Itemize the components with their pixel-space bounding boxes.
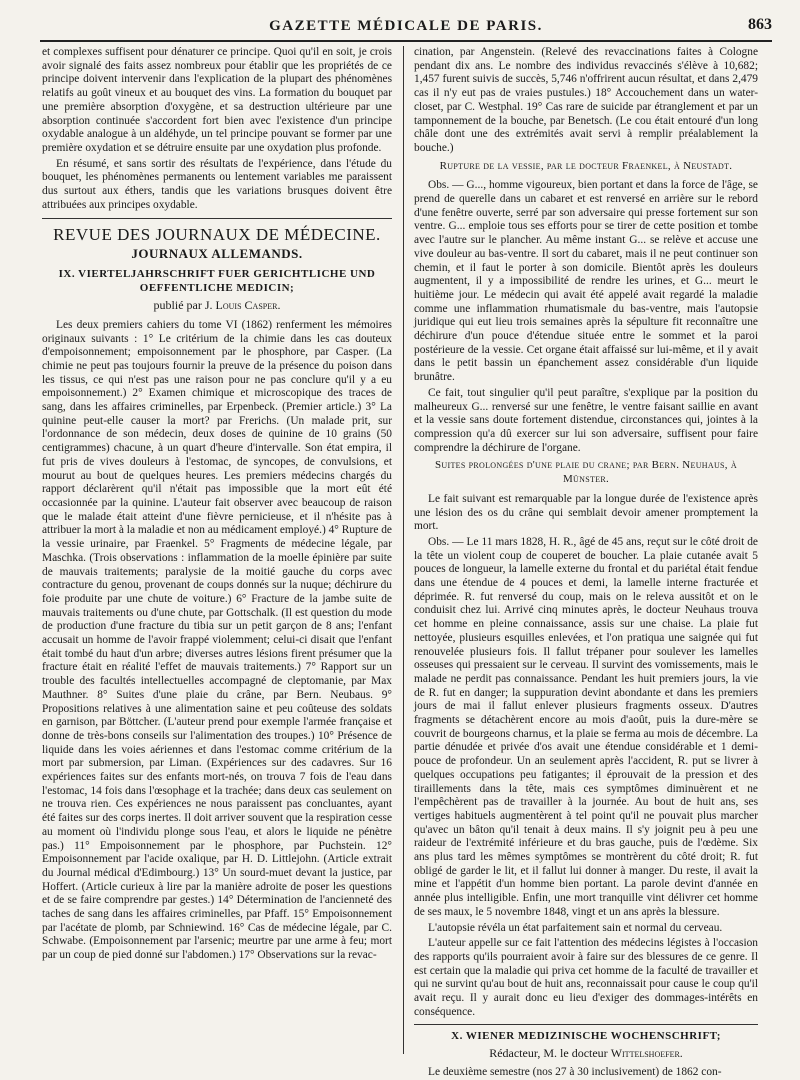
case1-paragraph-2: Ce fait, tout singulier qu'il peut paraître, s'explique par la position du malheureux G... renversé sur une fenêtre, le ventre faisant saillie en avant et la vessie sans doute fortement distendue, circonstances qui, jointes à la compression qu'a dû exercer sur lui son adversaire, suffisent pour faire comprendre la déchirure de l'organe. [414, 386, 758, 454]
section-subtitle: JOURNAUX ALLEMANDS. [131, 246, 303, 262]
case-title-bladder: Rupture de la vessie, par le docteur Fraenkel, à Neustadt. [439, 159, 733, 172]
journal2-rule [414, 1024, 758, 1025]
section-rule [42, 218, 392, 219]
intro-paragraph-2: En résumé, et sans sortir des résultats de l'expérience, dans l'étude du bouquet, les phénomènes permanents ou lentement variables me paraissent dus surtout aux éthers, tandis que les variations brusques doivent être attribuées aux principes oxydable. [42, 157, 392, 211]
editor2-name: Wittelshoefer. [610, 1045, 683, 1060]
right-column [414, 46, 758, 1079]
case1-paragraph-1: Obs. — G..., homme vigoureux, bien portant et dans la force de l'âge, se prend de querelle dans un cabaret et est renversé en arrière sur le rebord d'une fenêtre ouverte, serré par son adversaire qui presse fortement sur son ventre. G... emploie tous ses efforts pour se tirer de cette position et tombe avec l'autre sur le plancher. Au même instant G... se relève et accuse une vive douleur au bas-ventre. Il sort du cabaret, mais il ne peut continuer son chemin, et il faut le porter à son domicile. Bientôt après les douleurs augmentent, il y a impossibilité de rendre les urines, et G... meurt le huitième jour. Le médecin qui avait été appelé avait regardé la maladie comme une inflammation rhumatismale du bas-ventre, mais l'autopsie juridique qui eut lieu trois semaines après la sépulture fit reconnaître une déchirure d'un pouce d'étendue située entre le sommet et la paroi postérieure de la vessie. Cet organe était affaissé sur lui-même, et il y avait dans le petit bassin un épanchement assez considérable d'un liquide brunâtre. [414, 179, 758, 384]
case2-paragraph-4: L'auteur appelle sur ce fait l'attention des médecins légistes à l'occasion des rapports qu'ils pourraient avoir à faire sur des blessures de ce genre. Il est certain que la maladie qui priva cet homme de la faculté de travailler et qui ne survint qu'au bout de huit ans, reconnaissait pour cause le coup qu'il avait reçu. Il y aurait donc eu lieu d'exiger des dommages-intérêts en conséquence. [414, 937, 758, 1018]
section-title: REVUE DES JOURNAUX DE MÉDECINE. [53, 225, 381, 245]
review-paragraph: Les deux premiers cahiers du tome VI (1862) renferment les mémoires originaux suivants : 1° Le critérium de la chimie dans les cas douteux d'empoisonnement; empoisonnement par le phosphore, par Casper. (La chimie ne peut pas toujours fournir la preuve de la présence du poison dans les tissus, ce qui n'est pas une raison pour ne pas conclure qu'il y a eu empoisonnement.) 2° Examen chimique et microscopique des traces de sang, dans les affaires criminelles, par Erpenbeck. (Premier article.) 3° La quinine peut-elle causer la mort? par Frerichs. (Un malade prit, sur l'ordonnance de son médecin, deux doses de quinine de 10 grains (50 centigrammes) chacune, à un quart d'heure d'intervalle. Son état empira, il fut pris de vives douleurs à l'estomac, de syncopes, de convulsions, et mourut au bout de quelques heures. Les premiers médecins chargés du rapport déclarèrent qu'il n'était pas impossible que la mort eût été occasionnée par la quinine. L'auteur fait observer avec beaucoup de raison que le malade était atteint d'une fièvre pernicieuse, et il n'hésite pas à attribuer la mort à la maladie et non au médicament employé.) 4° Rupture de la vessie urinaire, par Fraenkel. 5° Fragments de médecine légale, par Maschka. (Trois observations : inflammation de la moelle épinière par suite de mauvais traitements; paralysie de la moitié gauche du corps avec contracture du genou, provenant de coups donnés sur la nuque; déchirure du foie produite par une chute de voiture.) 6° Fracture de la jambe suite de mauvais traitements ou d'une chute, par Gottschalk. (Il est question du mode de production d'une fracture du tibia sur un petit garçon de 8 ans; l'enfant accusait un homme de l'avoir frappé violemment; celui-ci disait que l'enfant était tombé du haut d'un arbre; diverses autres lésions firent présumer que la fracture était en réalité l'effet de mauvais traitements.) 7° Rapport sur un trouble des facultés intellectuelles accompagné de cleptomanie, par Max Mauthner. 8° Suites d'une plaie du crâne, par Bern. Neubaus. 9° Propositions relatives à une alimentation saine et peu coûteuse des soldats en garnison, par Böttcher. (L'auteur prend pour exemple l'armée française et donne de très-bons conseils sur l'alimentation des troupes.) 10° Présence de liquide dans les voies aériennes et dans l'estomac comme critérium de la mort par submersion, par Liman. (Expériences sur des cadavres. Sur 16 expériences faites sur des enfants mort-nés, on trouva 7 fois de l'eau dans l'estomac, 14 fois dans l'œsophage et la trachée; dans deux cas seulement on ne trouva rien. Ces expériences ne nous paraissent pas concluantes, ayant été faites sur des corps inertes. Il doit arriver souvent que la respiration cesse au moment où l'individu plonge sous l'eau, et alors le liquide ne pénètre pas.) 11° Empoisonnement par le phosphore, par Puchstein. 12° Empoisonnement par l'acide oxalique, par H. D. Littlejohn. (Article extrait du Journal médical d'Edimbourg.) 13° Un sourd-muet devant la justice, par Hoffert. (Article curieux à lire par la manière adroite de poser les questions et de se faire comprendre par gestes.) 14° Détermination de l'ancienneté des taches de sang dans les affaires criminelles, par Pfaff. 15° Empoisonnement par l'acétate de plomb, par Schniewind. 16° Cas de médecine légale, par C. Schwabe. (Empoisonnement par l'arsenic; meurtre par une arme à feu; mort par un coup de pied donné sur l'abdomen.) 17° Observations sur la revac- [42, 318, 392, 962]
case2-paragraph-2: Obs. — Le 11 mars 1828, H. R., âgé de 45 ans, reçut sur le côté droit de la tête un violent coup de couperet de boucher. La plaie cutanée avait 5 pouces de longueur, la lamelle externe du frontal et du pariétal était fendue dans une étendue de 4 pouces et demi, la lamelle interne fracturée et déprimée. R. fut renversé du coup, mais on le releva aussitôt et on le conduisit chez lui. Arrivé cinq minutes après, le docteur Neuhaus trouva cet homme en pleine connaissance, assis sur une chaise. La plaie fut nettoyée, plusieurs esquilles enlevées, et l'on pratiqua une saignée qui fut renouvelée plusieurs fois. Il fallut trépaner pour soulever les lamelles osseuses qui pressaient sur le cerveau. Il survint des vomissements, mais le malade ne perdit pas connaissance. Pendant les huit premiers jours, la vie de R. fut en danger; la suppuration devint abondante et dans les premiers jours de mai il fallut enlever plusieurs fragments osseux. D'autres fragments se détachèrent encore au mois d'août, puis la dure-mère se couvrit de bourgeons charnus, et la plaie se ferma au mois de décembre. La partie dénudée et privée d'os avait une étendue considérable et 1 demi-pouce de profondeur. Un an seulement après l'accident, R. put se livrer à quelques occupations peu fatigantes; il éprouvait de la pression et des tiraillements dans la tête, mais ces symptômes diminuèrent et ne l'empêchèrent pas de travailler à la journée. Au bout de huit ans, ses vertiges habituels augmentèrent à tel point qu'il ne pouvait plus marcher qu'avec un bâton qu'il tenait à deux mains. Il s'y joignit peu à peu une raideur de l'extrémité inférieure et du bras gauche, puis de l'œdème. Six ans plus tard les mêmes symptômes se montrèrent du côté droit; R. fut obligé de garder le lit, et il fallut lui donner à manger. Du reste, il avait la mine et l'appétit d'un homme bien portant. La parole devint d'année en année plus intelligible. Enfin, une mort tranquille vint délivrer cet homme de ses maux, le 5 novembre 1848, vingt et un ans après la blessure. [414, 535, 758, 918]
case-title-skull: Suites prolongées d'une plaie du crane; par Bern. Neuhaus, à Münster. [435, 459, 737, 486]
editor-line [42, 299, 392, 313]
case2-paragraph-1: Le fait suivant est remarquable par la longue durée de l'existence après une lésion des os du crâne qui semblait devoir amener promptement la mort. [414, 492, 758, 533]
case2-paragraph-3: L'autopsie révéla un état parfaitement sain et normal du cerveau. [428, 921, 723, 934]
page-number: 863 [748, 16, 772, 33]
continuation-paragraph: cination, par Angenstein. (Relevé des revaccinations faites à Cologne pendant dix ans. Le nombre des individus revaccinés s'élève à 10,682; 1,457 furent suivis de succès, 5,746 n'offrirent aucun résultat, et dans 2,479 cas il n'y eut pas de vraies pustules.) 18° Accouchement dans un water-closet, par C. Westphal. 19° Cas rare de suicide par étranglement et par un tamponnement de la bouche, par Benetsch. (Le cou était entouré d'un long châle dont une des extrémités avait servi à remplir préalablement la bouche.) [414, 46, 758, 154]
editor2-line [414, 1047, 758, 1061]
final-paragraph: Le deuxième semestre (nos 27 à 30 inclusivement) de 1862 con- [428, 1066, 722, 1079]
editor-name: Louis Casper. [215, 298, 281, 313]
left-column [42, 46, 392, 1056]
journal-header-title: GAZETTE MÉDICALE DE PARIS. [269, 18, 543, 34]
journal2-title: X. WIENER MEDIZINISCHE WOCHENSCHRIFT; [451, 1029, 721, 1042]
column-divider [403, 46, 404, 1054]
page-header [40, 14, 772, 42]
intro-paragraph-1: et complexes suffisent pour dénaturer ce principe. Quoi qu'il en soit, je crois avoir signalé des faits assez nombreux pour établir que les propriétés de ce principe doivent intervenir dans l'explication de la plupart des phénomènes relatifs au goût vineux et au bouquet des vins. La formation du bouquet par une première absorption d'oxygène, et sa destruction ultérieure par une absorption continuée s'accordent fort bien avec l'existence d'un principe oxydable analogue à un aldéhyde, un tel principe pouvant se former par une première oxydation et se détruire ensuite par une oxydation plus profonde. [42, 46, 392, 154]
journal-title [42, 267, 392, 295]
journal-title-line-2: OEFFENTLICHE MEDICIN; [139, 282, 295, 295]
editor-prefix: publié par J. [153, 298, 216, 313]
journal-title-line-1: IX. VIERTELJAHRSCHRIFT FUER GERICHTLICHE UND [58, 268, 376, 281]
editor2-prefix: Rédacteur, M. le docteur [489, 1045, 611, 1060]
